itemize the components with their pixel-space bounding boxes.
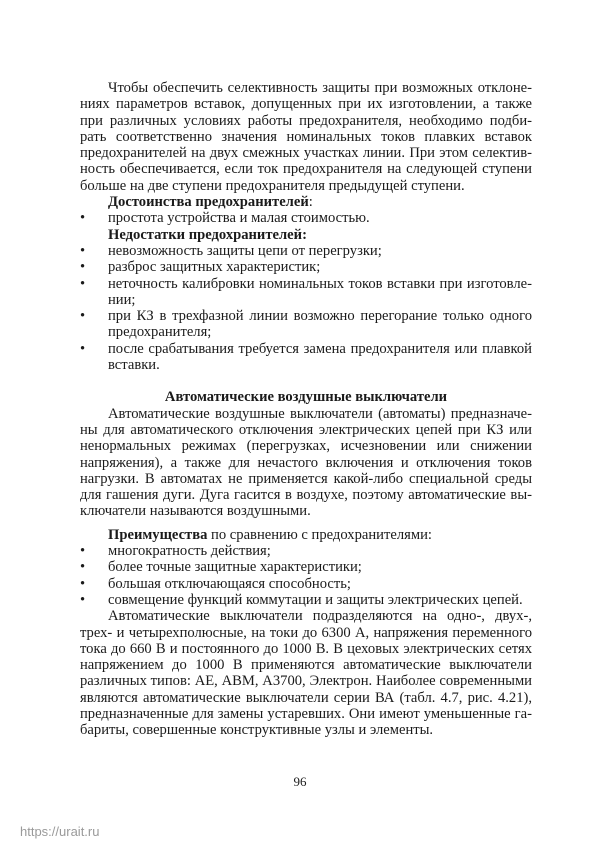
list-item [80,308,532,341]
paragraph [80,406,532,520]
section-label [80,527,532,543]
paragraph [80,608,532,738]
text-line: для гашения дуги. Дуга гасится в воздухе, поэтому автоматические вы- [80,487,532,504]
text-line: неточность калибровки номинальных токов вставки при изготовле- [108,275,532,292]
bullet-icon: • [80,575,86,592]
list-item [80,592,532,608]
text-line: напряжения), а также для нечастого включения и отключения токов [80,454,532,471]
list-item [80,259,532,275]
bullet-icon: • [80,259,86,276]
text-line: предохранителей на двух смежных участках линии. При этом селектив- [80,145,532,162]
section-label [80,227,532,243]
section-label-rest: по сравнению с предохранителями: [207,526,432,543]
text-line: различных типов: АЕ, АВМ, А3700, Электрон. Наиболее современными [80,673,532,690]
text-line: нагрузки. В автоматах не применяется какой-либо специальной среды [80,470,532,487]
list-item [80,341,532,374]
bullet-icon: • [80,242,86,259]
list-item [80,559,532,575]
section-label-rest: : [308,194,313,211]
text-line: ненормальных режимах (перегрузках, исчезновении или снижении [80,438,532,455]
list-item [80,210,532,226]
text-line: предназначенные для замены устаревших. Они имеют уменьшенные га- [80,705,532,722]
section-label-bold: Преимущества [108,526,208,543]
text-line: ность обеспечивается, если ток предохранителя на следующей ступени [80,161,532,178]
section-label-bold: Недостатки предохранителей: [108,226,307,243]
text-line: являются автоматические выключатели серии ВА (табл. 4.7, рис. 4.21), [80,689,532,706]
bullet-icon: • [80,210,86,227]
text-line: Автоматические выключатели подразделяются на одно-, двух-, [108,608,532,625]
page-number: 96 [293,774,307,789]
text-line: больше на две ступени предохранителя предыдущей ступени. [80,177,465,194]
text-line: тока до 660 В и постоянного до 1000 В. В цеховых электрических сетях [80,640,532,657]
text-line: при различных условиях работы предохранителя, необходимо подби- [80,112,532,129]
text-line: невозможность защиты цепи от перегрузки; [108,242,382,259]
list-item [80,576,532,592]
text-line: многократность действия; [108,543,271,560]
text-line: простота устройства и малая стоимостью. [108,210,370,227]
bullet-icon: • [80,543,86,560]
bullet-icon: • [80,308,86,325]
page-body [80,80,532,739]
list-item [80,276,532,309]
text-line: после срабатывания требуется замена предохранителя или плавкой [108,340,532,357]
source-watermark-url: https://urait.ru [20,824,100,839]
bullet-icon: • [80,275,86,292]
text-line: вставки. [108,357,160,374]
list-item [80,543,532,559]
section-label [80,194,532,210]
text-line: бариты, совершенные конструктивные узлы и элементы. [80,722,434,739]
text-line: большая отключающаяся способность; [108,575,351,592]
section-label-bold: Достоинства предохранителей [108,194,309,211]
section-heading: Автоматические воздушные выключатели [164,389,448,406]
text-line: ны для автоматического отключения электрических цепей при КЗ или [80,421,532,438]
text-line: напряжением до 1000 В применяются автоматические выключатели [80,657,532,674]
text-line: разброс защитных характеристик; [108,259,321,276]
text-line: трех- и четырехполюсные, на токи до 6300 А, напряжения переменного [80,624,532,641]
text-line: более точные защитные характеристики; [108,559,362,576]
text-line: рать соответственно значения номинальных токов плавких вставок [80,128,532,145]
list-item [80,243,532,259]
text-line: при КЗ в трехфазной линии возможно перегорание только одного [108,308,532,325]
text-line: предохранителя; [108,324,212,341]
text-line: Чтобы обеспечить селективность защиты при возможных отклоне- [108,80,532,96]
bullet-icon: • [80,591,86,608]
text-line: ниях параметров вставок, допущенных при их изготовлении, а также [80,96,532,113]
text-line: нии; [108,291,136,308]
text-line: совмещение функций коммутации и защиты электрических цепей. [108,591,523,608]
text-line: Автоматические воздушные выключатели (автоматы) предназначе- [108,405,532,422]
text-line: ключатели называются воздушными. [80,503,311,520]
bullet-icon: • [80,340,86,357]
paragraph [80,80,532,194]
bullet-icon: • [80,559,86,576]
